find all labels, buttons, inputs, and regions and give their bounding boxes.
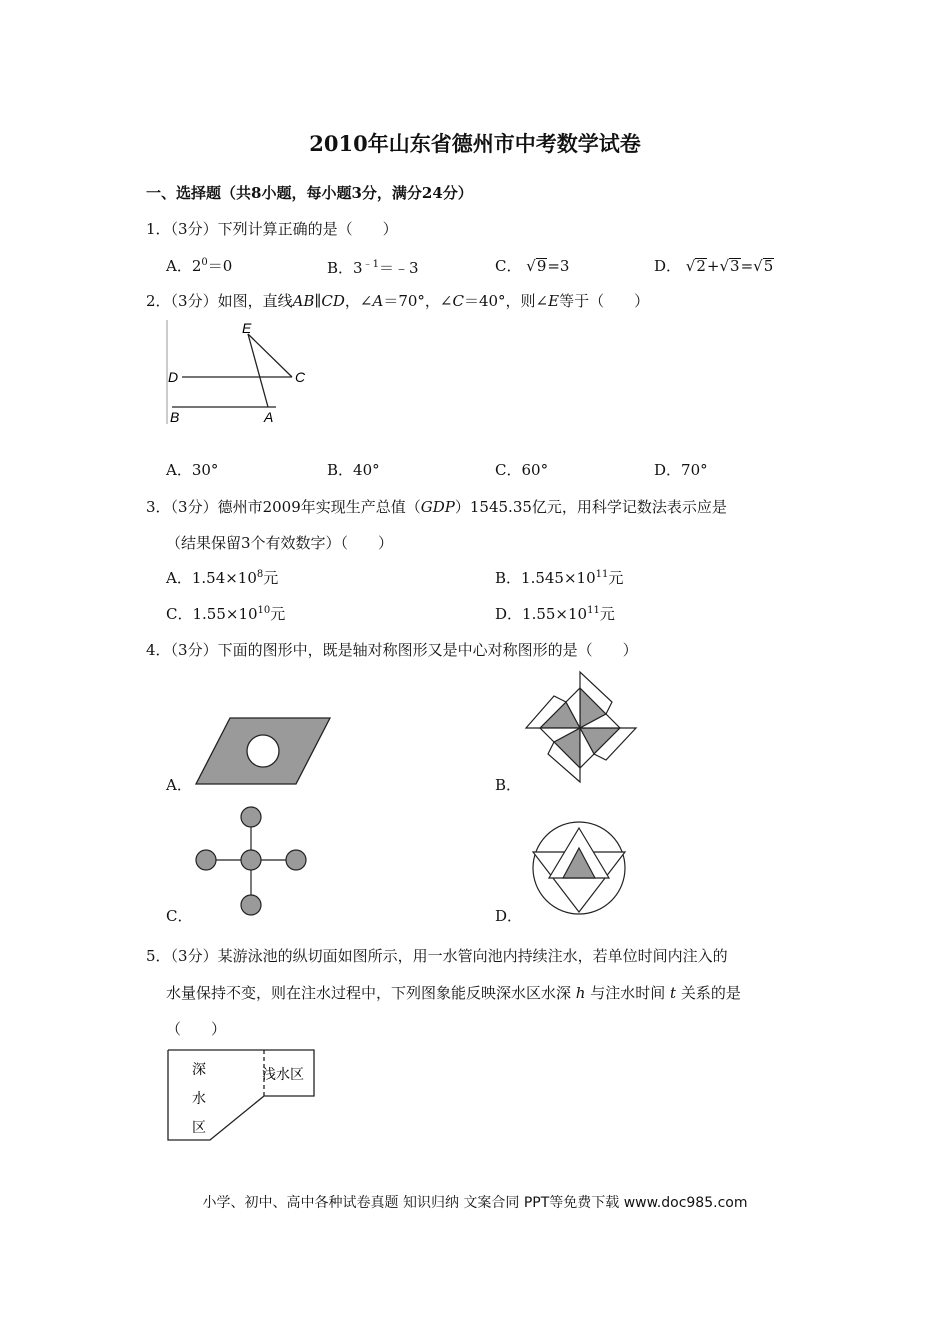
- q5-line2-mid: 与注水时间: [590, 984, 666, 1002]
- q4-label-b: B．: [495, 776, 522, 794]
- q1-b-base: 3: [353, 259, 363, 277]
- q1-b-label: B．: [327, 259, 354, 277]
- q2-option-a: A．30°: [166, 461, 219, 479]
- q1-a-exp: 0: [201, 257, 208, 268]
- q1-c-radicand: 9: [536, 257, 547, 275]
- q3-a-post: 元: [263, 569, 279, 587]
- q2-label-c: C: [295, 369, 306, 385]
- page-title: 2010年山东省德州市中考数学试卷: [309, 131, 641, 156]
- q5-label-deep-2: 水: [192, 1091, 206, 1107]
- q2-var-ab: AB: [292, 292, 315, 310]
- q3-var-gdp: GDP: [420, 498, 455, 516]
- q2-label-a: A: [264, 409, 274, 425]
- q1-a-label: A．: [166, 257, 192, 275]
- q5-stem-line3: （ ）: [166, 1020, 227, 1038]
- q3-stem-line2: （结果保留3个有效数字）（ ）: [166, 534, 394, 552]
- q3-b-post: 元: [608, 569, 624, 587]
- q3-c-post: 元: [270, 605, 286, 623]
- q3-stem-line1: [146, 496, 727, 517]
- q3-option-c: [166, 603, 285, 624]
- q2-figure: [164, 318, 314, 430]
- q2-option-b: B．40°: [327, 461, 380, 479]
- q5-label-shallow: 浅水区: [262, 1067, 304, 1083]
- q5-line2-pre: 水量保持不变，则在注水过程中，下列图象能反映深水区水深: [166, 984, 572, 1002]
- q1-d-label: D．: [654, 257, 682, 275]
- q2-mid3: ＝40°，则∠: [463, 292, 549, 310]
- q4-figure-a-parallelogram: [194, 716, 334, 788]
- q4-label-c: C．: [166, 907, 193, 925]
- q5-var-t: t: [670, 984, 677, 1002]
- q2-parallel: ∥: [314, 292, 322, 310]
- section-heading: 一、选择题（共8小题，每小题3分，满分24分）: [146, 184, 473, 202]
- q2-label-d: D: [168, 369, 179, 385]
- q5-line2-post: 关系的是: [680, 984, 741, 1002]
- q3-option-b: [495, 567, 623, 588]
- q5-label-deep-1: 深: [192, 1062, 206, 1078]
- q1-a-rest: ＝0: [207, 257, 233, 275]
- q4-figure-d-circle-triangles: [523, 818, 635, 918]
- q5-label-deep-3: 区: [192, 1120, 206, 1136]
- q2-option-c: C．60°: [495, 461, 549, 479]
- q1-b-exp: ﹣1: [362, 259, 379, 270]
- q2-var-cd: CD: [321, 292, 345, 310]
- q4-figure-b-pinwheel: [522, 670, 642, 786]
- footer-text: 小学、初中、高中各种试卷真题 知识归纳 文案合同 PPT等免费下载 www.doc985.com: [202, 1195, 748, 1211]
- q5-var-h: h: [575, 984, 586, 1002]
- q1-c-label: C．: [495, 257, 522, 275]
- q3-d-pre: D．1.55×10: [495, 605, 588, 623]
- q1-option-a: [166, 255, 232, 276]
- q1-d-radicand-3: 5: [763, 257, 774, 275]
- q4-stem: 4．（3分）下面的图形中，既是轴对称图形又是中心对称图形的是（ ）: [146, 641, 638, 659]
- q1-a-base: 2: [191, 257, 202, 275]
- q3-line1-pre: 3．（3分）德州市2009年实现生产总值（: [146, 498, 421, 516]
- q5-pool-figure: [166, 1048, 318, 1144]
- q2-mid2: ＝70°，∠: [383, 292, 453, 310]
- q1-c-rest: =3: [547, 257, 570, 275]
- q1-d-plus: +: [706, 257, 720, 275]
- q5-stem-line1: 5．（3分）某游泳池的纵切面如图所示，用一水管向池内持续注水，若单位时间内注入的: [146, 947, 728, 965]
- q4-label-d: D．: [495, 907, 523, 925]
- q2-stem-post: 等于（ ）: [559, 292, 650, 310]
- q3-option-d: [495, 603, 615, 624]
- q1-stem: 1．（3分）下列计算正确的是（ ）: [146, 220, 398, 238]
- q2-stem-pre: 2．（3分）如图，直线: [146, 292, 293, 310]
- q2-stem: [146, 290, 649, 311]
- q1-d-radicand-1: 2: [696, 257, 706, 275]
- q3-c-exp: 10: [257, 605, 271, 616]
- q2-var-e: E: [548, 292, 560, 310]
- q1-b-rest: ＝﹣3: [378, 259, 419, 277]
- q3-b-exp: 11: [595, 569, 609, 580]
- q3-b-pre: B．1.545×10: [495, 569, 596, 587]
- q4-figure-c-circles: [192, 803, 310, 919]
- q2-var-c: C: [452, 292, 464, 310]
- q3-line1-post: ）1545.35亿元，用科学记数法表示应是: [454, 498, 727, 516]
- q2-var-a: A: [372, 292, 384, 310]
- q1-option-d: D． √2+√3=√5: [654, 257, 774, 275]
- q1-d-equals: =: [740, 257, 754, 275]
- q3-a-pre: A．1.54×10: [166, 569, 257, 587]
- q2-label-e: E: [242, 320, 252, 336]
- q1-d-radicand-2: 3: [730, 257, 740, 275]
- q3-c-pre: C．1.55×10: [166, 605, 258, 623]
- q1-option-c: C． √9=3: [495, 257, 570, 275]
- q3-d-post: 元: [599, 605, 615, 623]
- q2-mid1: ，∠: [344, 292, 373, 310]
- q2-option-d: D．70°: [654, 461, 708, 479]
- q2-label-b: B: [170, 409, 180, 425]
- q3-a-exp: 8: [256, 569, 264, 580]
- q1-option-b: [327, 255, 419, 278]
- q3-d-exp: 11: [587, 605, 600, 616]
- q4-label-a: A．: [166, 776, 192, 794]
- q5-stem-line2: [166, 982, 741, 1003]
- q3-option-a: [166, 567, 278, 588]
